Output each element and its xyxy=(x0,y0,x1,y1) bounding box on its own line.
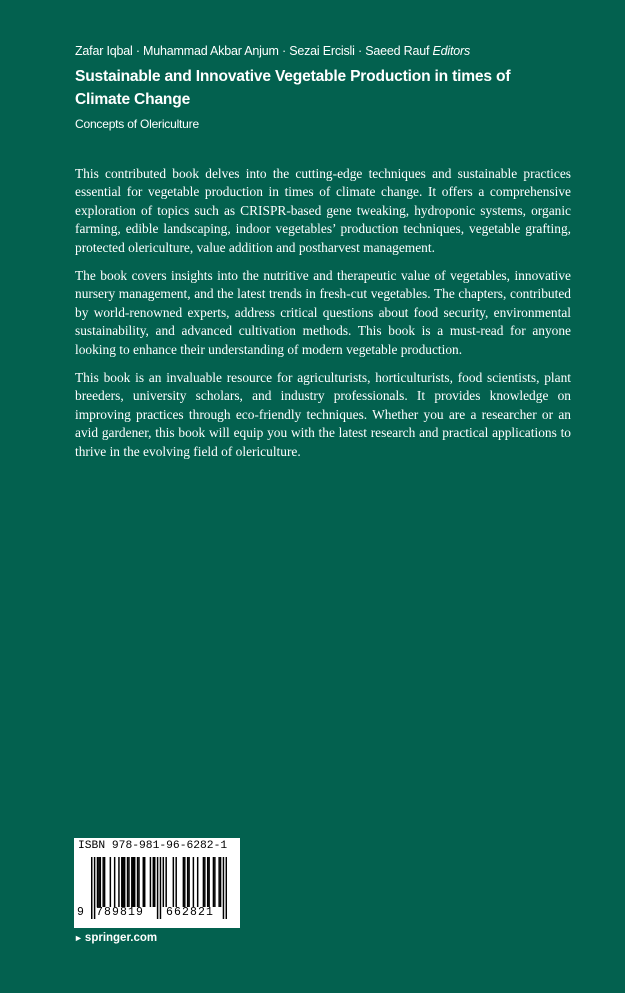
barcode-bar xyxy=(131,857,132,907)
barcode-bar xyxy=(163,857,164,907)
barcode-bar xyxy=(218,857,219,907)
barcode-bar xyxy=(110,857,111,907)
barcode-bar xyxy=(137,857,138,907)
barcode-bar xyxy=(208,857,209,907)
barcode-bar xyxy=(153,857,154,907)
barcode-bar xyxy=(160,857,161,919)
barcode-bar xyxy=(102,857,103,907)
barcode-bar xyxy=(175,857,176,907)
barcode-bar xyxy=(184,857,185,907)
barcode-bar xyxy=(128,857,129,907)
blurb xyxy=(75,165,571,471)
barcode-bar xyxy=(127,857,128,907)
barcode-bar xyxy=(124,857,125,907)
barcode-bar xyxy=(134,857,135,907)
editor-names: Zafar Iqbal · Muhammad Akbar Anjum · Sezai Ercisli · Saeed Rauf xyxy=(75,44,430,58)
book-title: Sustainable and Innovative Vegetable Production in times of Climate Change xyxy=(75,68,511,108)
barcode-bar xyxy=(157,857,158,919)
barcode-bar xyxy=(118,857,119,907)
blurb-paragraph-1: This contributed book delves into the cutting-edge techniques and sustainable practices essential for vegetable production in times of climate change. It offers a comprehensive exploration of topics such as CRISPR-based gene tweaking, hydroponic systems, organic farming, edible landscaping, indoor vegetables’ production techniques, vegetable grafting, protected olericulture, value addition and postharvest management. xyxy=(75,166,571,255)
barcode-bar xyxy=(144,857,145,907)
isbn-barcode xyxy=(74,838,240,928)
barcode-bar xyxy=(204,857,205,907)
barcode-bar xyxy=(220,857,221,907)
blurb-paragraph-3: This book is an invaluable resource for agriculturists, horticulturists, food scientists, plant breeders, university scholars, and industry professionals. It provides knowledge on improving practices through eco-friendly techniques. Whether you are a researcher or an avid gardener, this book will equip you with the latest research and practical applications to thrive in the evolving field of olericulture. xyxy=(75,370,571,459)
barcode-bar xyxy=(97,857,98,907)
arrow-icon: ► xyxy=(74,933,83,943)
barcode-bar xyxy=(193,857,194,907)
barcode-bar xyxy=(226,857,227,919)
barcode-bar xyxy=(143,857,144,907)
barcode-bar xyxy=(213,857,214,907)
barcode-bar xyxy=(203,857,204,907)
barcode-bar xyxy=(165,857,166,907)
barcode-bar xyxy=(150,857,151,907)
barcode-bar xyxy=(100,857,101,907)
barcode-bar xyxy=(183,857,184,907)
barcode-bar xyxy=(188,857,189,907)
publisher-url: springer.com xyxy=(84,932,158,944)
barcode-bar xyxy=(138,857,139,907)
barcode-bar xyxy=(91,857,92,919)
editors-role: Editors xyxy=(432,44,471,58)
barcode-bar xyxy=(121,857,122,907)
barcode-bar xyxy=(133,857,134,907)
barcode-bar xyxy=(154,857,155,907)
editors-line xyxy=(75,44,470,58)
barcode-bar xyxy=(114,857,115,907)
barcode-bar xyxy=(104,857,105,907)
barcode-bar xyxy=(207,857,208,907)
barcode-bar xyxy=(122,857,123,907)
ean-right-digits: 662821 xyxy=(166,906,215,919)
publisher-link[interactable] xyxy=(74,932,157,944)
barcode-bar xyxy=(187,857,188,907)
isbn-label: ISBN 978-981-96-6282-1 xyxy=(78,840,228,852)
blurb-paragraph-2: The book covers insights into the nutritive and therapeutic value of vegetables, innovative nursery management, and the latest trends in fresh-cut vegetables. The chapters, contributed by world-renowned experts, address critical questions about food security, environmental sustainability, and advanced cultivation methods. This book is a must-read for anyone looking to enhance their understanding of modern vegetable production. xyxy=(75,268,571,357)
barcode-bar xyxy=(214,857,215,907)
ean-left-digits: 789819 xyxy=(96,906,145,919)
book-subtitle: Concepts of Olericulture xyxy=(75,117,199,131)
barcode-bar xyxy=(98,857,99,907)
barcode-bar xyxy=(197,857,198,907)
barcode-bar xyxy=(223,857,224,919)
barcode-bar xyxy=(173,857,174,907)
ean-first-digit: 9 xyxy=(77,906,84,919)
